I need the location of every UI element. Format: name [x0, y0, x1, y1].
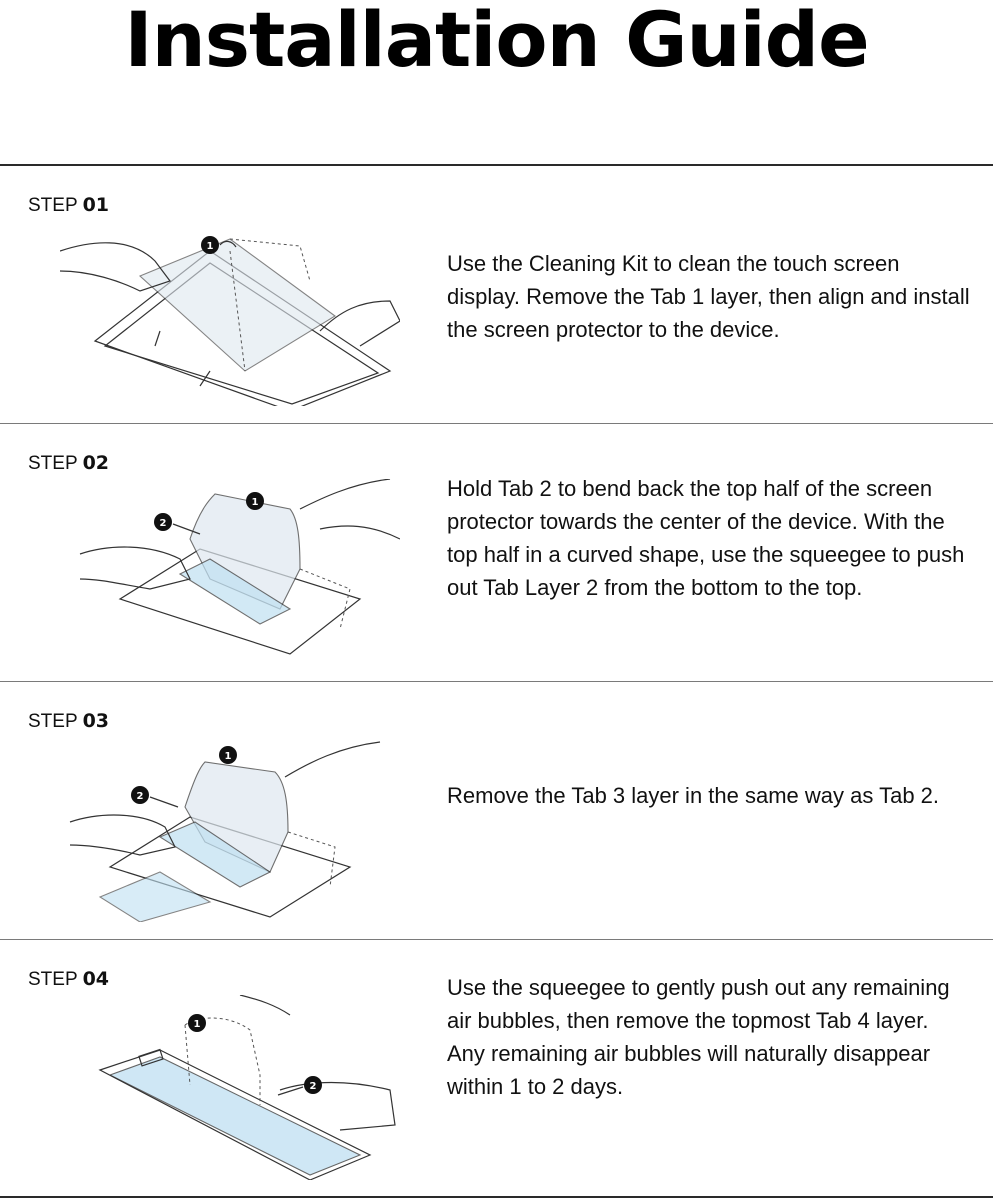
step-01-illustration: [60, 221, 400, 406]
step-text: Any remaining air bubbles will naturally disappear within 1 to 2 days.: [447, 1041, 931, 1099]
step-prefix: STEP: [28, 711, 78, 732]
step-text: Remove the Tab 3 layer in the same way as Tab 2.: [447, 783, 940, 808]
step-number: 01: [82, 194, 110, 216]
step-description: [447, 247, 977, 346]
step-label: [28, 452, 109, 475]
callout-number: 2: [159, 518, 167, 529]
step-text: Use the Cleaning Kit to clean the touch screen display. Remove the Tab 1 layer, then align and install the screen protector to the device.: [447, 251, 970, 342]
step-prefix: STEP: [28, 453, 78, 474]
callout-number: 1: [251, 497, 259, 508]
callout-number: 1: [206, 241, 214, 252]
step-text: Hold Tab 2 to bend back the top half of the screen protector towards the center of the device. With the top half in a curved shape, use the squeegee to push out Tab Layer 2 from the bottom to the top.: [447, 476, 965, 600]
step-label: [28, 194, 109, 217]
step-02-illustration: [60, 479, 400, 664]
step-label: [28, 710, 109, 733]
step-description: [447, 472, 977, 604]
divider: [0, 1196, 993, 1198]
step-03: [0, 682, 993, 939]
callout-number: 2: [136, 791, 144, 802]
step-04-illustration: [60, 995, 400, 1180]
step-02: [0, 424, 993, 681]
step-01: [0, 166, 993, 423]
callout-number: 1: [193, 1019, 201, 1030]
callout-number: 1: [224, 751, 232, 762]
callout-number: 2: [309, 1081, 317, 1092]
step-description: [447, 971, 977, 1103]
step-text: Use the squeegee to gently push out any remaining air bubbles, then remove the topmost Tab 4 layer.: [447, 975, 950, 1033]
step-prefix: STEP: [28, 195, 78, 216]
step-number: 04: [82, 968, 110, 990]
step-03-illustration: [60, 737, 400, 922]
step-number: 03: [82, 710, 110, 732]
page-title: Installation Guide: [124, 0, 869, 84]
step-04: [0, 940, 993, 1197]
step-number: 02: [82, 452, 110, 474]
step-prefix: STEP: [28, 969, 78, 990]
step-label: [28, 968, 109, 991]
step-description: [447, 779, 977, 812]
